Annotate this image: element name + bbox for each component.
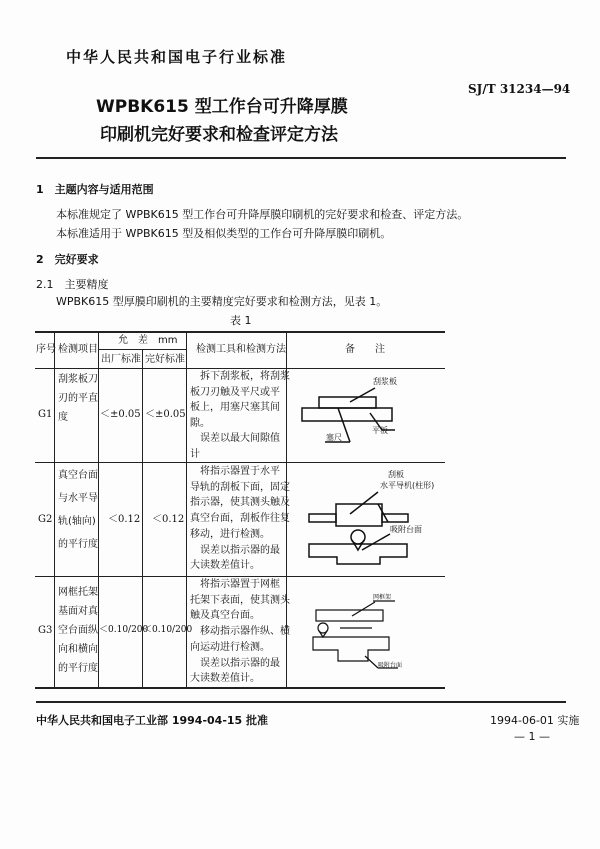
table-cell: 触及真空台面。 <box>190 610 260 622</box>
table-cell: 指示器，使其测头触及 <box>190 497 290 509</box>
table-cell: ＜±0.05 <box>145 409 186 420</box>
header-rule <box>36 157 566 159</box>
table-cell: 移动，进行检测。 <box>190 528 270 540</box>
section-2-1-para: WPBK615 型厚膜印刷机的主要精度完好要求和检测方法，见表 1。 <box>56 295 388 308</box>
approval-text: 中华人民共和国电子工业部 1994-04-15 批准 <box>36 714 269 727</box>
table-cell: G1 <box>38 409 53 420</box>
table-cell: 刮浆板 <box>373 377 397 386</box>
title-line-2: 印刷机完好要求和检查评定方法 <box>100 125 338 145</box>
table-cell: 误差以最大间隙值 <box>190 433 280 444</box>
table-cell: 轨(轴向) <box>58 516 96 527</box>
table-cell: 吸附台面 <box>390 525 422 534</box>
table-cell: 平板 <box>372 426 388 435</box>
table-cell: 基面对真 <box>58 606 98 617</box>
table-caption: 表 1 <box>230 314 252 327</box>
table-cell: ＜±0.05 <box>100 409 141 420</box>
table-cell: 误差以指示器的最 <box>190 657 280 669</box>
table-cell: 将指示器置于网框 <box>190 579 280 590</box>
table-cell: 大读数差值计。 <box>190 560 260 572</box>
table-cell: 将指示器置于水平 <box>190 466 280 477</box>
table-cell: 计 <box>190 448 200 460</box>
table-cell: G2 <box>38 514 53 525</box>
table-cell: ＜0.10/200 <box>99 625 149 635</box>
table-cell: 导轨的刮板下面，固定 <box>190 481 290 493</box>
table-cell: 的平行度 <box>58 539 98 550</box>
table-cell: ＜0.12 <box>108 514 141 525</box>
table-cell: 度 <box>58 412 68 423</box>
table-cell: 的平行度 <box>58 663 98 674</box>
section-2-1-title: 2.1 主要精度 <box>36 278 109 291</box>
table-cell: 向和横向 <box>58 644 98 655</box>
header-remark: 备 注 <box>345 344 385 355</box>
section-1-para-2: 本标准适用于 WPBK615 型及相似类型的工作台可升降厚膜印刷机。 <box>56 227 392 240</box>
table-cell: 拆下刮浆板，将刮浆 <box>190 371 290 382</box>
table-cell: 隙。 <box>190 417 210 429</box>
section-1-para-1: 本标准规定了 WPBK615 型工作台可升降厚膜印刷机的完好要求和检查、评定方法。 <box>56 208 469 221</box>
table-cell: 水平导机(柱形) <box>380 481 435 490</box>
table-cell: 与水平导 <box>58 493 98 504</box>
header-no: 序号 <box>36 344 56 355</box>
implementation-date: 1994-06-01 实施 <box>490 714 580 727</box>
table-cell: 托架下表面，使其测头 <box>190 594 290 606</box>
table-cell: 移动指示器作纵、横 <box>190 626 290 638</box>
footer-rule <box>36 701 566 703</box>
header-tolerance: 允 差 mm <box>118 335 178 346</box>
table-cell: 刮板 <box>388 470 404 479</box>
table-cell: 真空台面 <box>58 470 98 481</box>
table-cell: 刮浆板刀 <box>58 374 98 385</box>
g1-diagram <box>290 370 445 462</box>
page-number: — 1 — <box>514 730 550 743</box>
table-cell: G3 <box>38 625 53 636</box>
header-method: 检测工具和检测方法 <box>196 344 286 355</box>
g3-diagram <box>290 578 445 688</box>
table-cell: 刃的平直 <box>58 393 98 404</box>
table-cell: 网框托架 <box>58 587 98 598</box>
table-cell: 板刀刃触及平尺或平 <box>190 386 280 398</box>
table-cell: 误差以指示器的最 <box>190 544 280 556</box>
table-cell: ＜0.12 <box>152 514 185 525</box>
table-cell: 向运动进行检测。 <box>190 641 270 653</box>
table-cell: 板上，用塞尺塞其间 <box>190 402 280 413</box>
section-2-title: 2 完好要求 <box>36 253 99 266</box>
table-cell: 空台面纵 <box>58 625 98 636</box>
title-line-1: WPBK615 型工作台可升降厚膜 <box>96 97 348 117</box>
table-cell: 吸附台面 <box>378 662 403 669</box>
table-cell: 真空台面，刮板作往复 <box>190 513 290 525</box>
table-cell: 网框架 <box>373 594 392 601</box>
table-cell: 大读数差值计。 <box>190 673 260 685</box>
header-factory: 出厂标准 <box>101 354 141 365</box>
header-item: 检测项目 <box>58 344 98 355</box>
issuing-org: 中华人民共和国电子行业标准 <box>66 48 288 66</box>
header-good: 完好标准 <box>145 354 185 365</box>
standard-code: SJ/T 31234—94 <box>468 82 571 96</box>
table-cell: ＜0.10/200 <box>143 625 193 635</box>
table-cell: 塞尺 <box>326 433 342 442</box>
section-1-title: 1 主题内容与适用范围 <box>36 183 154 196</box>
